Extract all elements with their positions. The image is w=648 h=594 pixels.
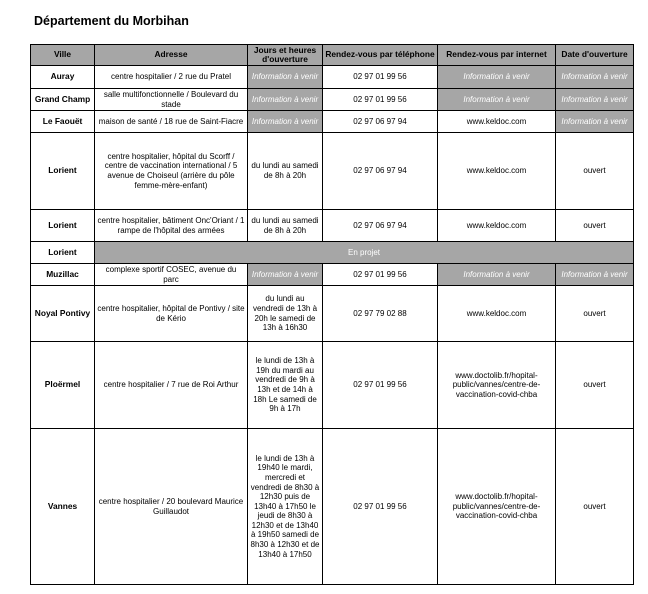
- city-cell: Lorient: [31, 133, 95, 210]
- address-cell: centre hospitalier / 2 rue du Pratel: [95, 66, 248, 89]
- phone-cell: 02 97 01 99 56: [323, 66, 438, 89]
- hours-cell: Information à venir: [248, 66, 323, 89]
- address-cell: centre hospitalier / 20 boulevard Maurice Guillaudot: [95, 429, 248, 585]
- header-rdv-telephone: Rendez-vous par téléphone: [323, 45, 438, 66]
- city-cell: Vannes: [31, 429, 95, 585]
- table-row: [31, 264, 634, 286]
- header-adresse: Adresse: [95, 45, 248, 66]
- hours-cell: le lundi de 13h à 19h du mardi au vendredi de 9h à 13h et de 14h à 18h Le samedi de 9h à 17h: [248, 342, 323, 429]
- internet-cell: www.keldoc.com: [438, 286, 556, 342]
- phone-cell: 02 97 01 99 56: [323, 429, 438, 585]
- phone-cell: 02 97 01 99 56: [323, 89, 438, 111]
- opening-cell: Information à venir: [556, 264, 634, 286]
- internet-cell: Information à venir: [438, 89, 556, 111]
- table-row: [31, 89, 634, 111]
- hours-cell: du lundi au vendredi de 13h à 20h le samedi de 13h à 16h30: [248, 286, 323, 342]
- table-row: [31, 133, 634, 210]
- opening-cell: Information à venir: [556, 66, 634, 89]
- page-title: Département du Morbihan: [34, 14, 189, 28]
- en-projet-cell: En projet: [95, 242, 634, 264]
- address-cell: maison de santé / 18 rue de Saint-Fiacre: [95, 111, 248, 133]
- opening-cell: ouvert: [556, 342, 634, 429]
- vaccination-centers-table: [30, 44, 634, 585]
- internet-cell: www.keldoc.com: [438, 111, 556, 133]
- address-cell: salle multifonctionnelle / Boulevard du stade: [95, 89, 248, 111]
- city-cell: Lorient: [31, 210, 95, 242]
- address-cell: centre hospitalier, hôpital du Scorff / centre de vaccination international / 5 avenue de Choiseul (arrière du pôle femme-mère-enfant): [95, 133, 248, 210]
- address-cell: centre hospitalier, hôpital de Pontivy / site de Kério: [95, 286, 248, 342]
- address-cell: centre hospitalier / 7 rue de Roi Arthur: [95, 342, 248, 429]
- hours-cell: Information à venir: [248, 111, 323, 133]
- internet-cell: Information à venir: [438, 264, 556, 286]
- city-cell: Grand Champ: [31, 89, 95, 111]
- phone-cell: 02 97 01 99 56: [323, 264, 438, 286]
- hours-cell: Information à venir: [248, 264, 323, 286]
- city-cell: Auray: [31, 66, 95, 89]
- table-row: [31, 111, 634, 133]
- phone-cell: 02 97 01 99 56: [323, 342, 438, 429]
- hours-cell: Information à venir: [248, 89, 323, 111]
- table-row: [31, 286, 634, 342]
- address-cell: centre hospitalier, bâtiment Onc'Oriant / 1 rampe de l'hôpital des armées: [95, 210, 248, 242]
- table-row: [31, 210, 634, 242]
- internet-cell: www.doctolib.fr/hopital-public/vannes/centre-de-vaccination-covid-chba: [438, 429, 556, 585]
- hours-cell: du lundi au samedi de 8h à 20h: [248, 210, 323, 242]
- opening-cell: ouvert: [556, 286, 634, 342]
- header-rdv-internet: Rendez-vous par internet: [438, 45, 556, 66]
- header-date-ouverture: Date d'ouverture: [556, 45, 634, 66]
- phone-cell: 02 97 79 02 88: [323, 286, 438, 342]
- opening-cell: ouvert: [556, 429, 634, 585]
- table-row: [31, 342, 634, 429]
- internet-cell: www.keldoc.com: [438, 210, 556, 242]
- phone-cell: 02 97 06 97 94: [323, 210, 438, 242]
- opening-cell: ouvert: [556, 210, 634, 242]
- phone-cell: 02 97 06 97 94: [323, 133, 438, 210]
- city-cell: Lorient: [31, 242, 95, 264]
- opening-cell: Information à venir: [556, 89, 634, 111]
- table-row: [31, 242, 634, 264]
- phone-cell: 02 97 06 97 94: [323, 111, 438, 133]
- table-row: [31, 66, 634, 89]
- internet-cell: www.keldoc.com: [438, 133, 556, 210]
- table-row: [31, 429, 634, 585]
- city-cell: Noyal Pontivy: [31, 286, 95, 342]
- city-cell: Le Faouët: [31, 111, 95, 133]
- header-jours-heures: Jours et heures d'ouverture: [248, 45, 323, 66]
- header-row: [31, 45, 634, 66]
- city-cell: Muzillac: [31, 264, 95, 286]
- city-cell: Ploërmel: [31, 342, 95, 429]
- address-cell: complexe sportif COSEC, avenue du parc: [95, 264, 248, 286]
- internet-cell: www.doctolib.fr/hopital-public/vannes/centre-de-vaccination-covid-chba: [438, 342, 556, 429]
- header-ville: Ville: [31, 45, 95, 66]
- hours-cell: le lundi de 13h à 19h40 le mardi, mercredi et vendredi de 8h30 à 12h30 puis de 13h40 à 17h50 le jeudi de 8h30 à 12h30 et de 13h40 à 19h50 samedi de 8h30 à 12h30 et de 13h40 à 17h50: [248, 429, 323, 585]
- hours-cell: du lundi au samedi de 8h à 20h: [248, 133, 323, 210]
- opening-cell: ouvert: [556, 133, 634, 210]
- internet-cell: Information à venir: [438, 66, 556, 89]
- opening-cell: Information à venir: [556, 111, 634, 133]
